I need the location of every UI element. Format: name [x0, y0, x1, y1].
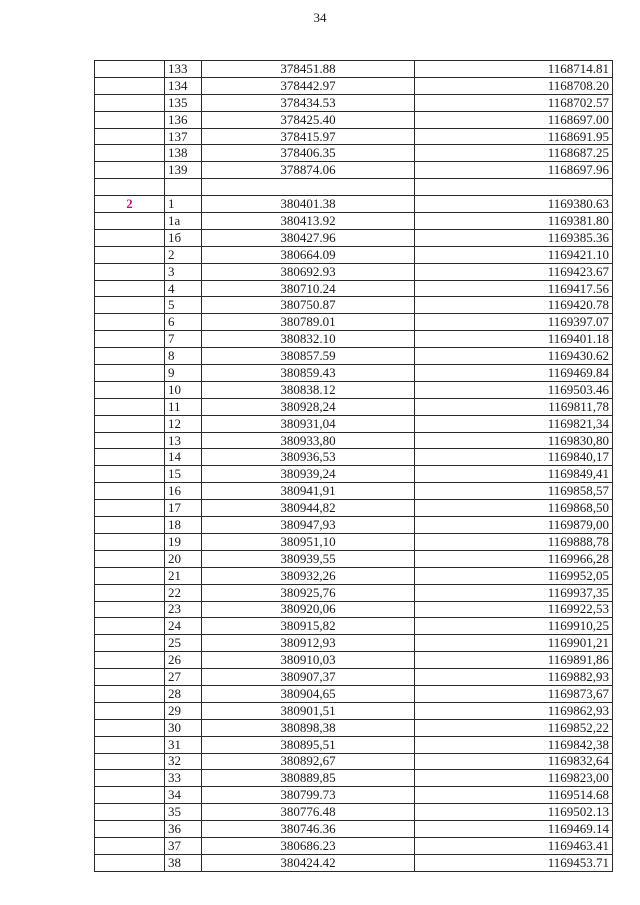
point-number-cell: 27 — [165, 669, 202, 686]
x-coordinate-cell: 380859.43 — [202, 365, 415, 382]
y-coordinate-cell: 1168697.96 — [415, 162, 613, 179]
point-number-cell: 28 — [165, 685, 202, 702]
x-coordinate-cell: 380947,93 — [202, 517, 415, 534]
section-cell — [95, 837, 165, 854]
point-number-cell: 2 — [165, 246, 202, 263]
section-cell — [95, 685, 165, 702]
x-coordinate-cell: 378415.97 — [202, 128, 415, 145]
y-coordinate-cell: 1169514.68 — [415, 787, 613, 804]
table-row — [95, 263, 613, 280]
x-coordinate-cell: 380951,10 — [202, 533, 415, 550]
y-coordinate-cell: 1169910,25 — [415, 618, 613, 635]
x-coordinate-cell: 380910,03 — [202, 652, 415, 669]
table-row — [95, 398, 613, 415]
point-number-cell: 38 — [165, 854, 202, 871]
y-coordinate-cell: 1169420.78 — [415, 297, 613, 314]
section-cell — [95, 804, 165, 821]
x-coordinate-cell: 380904,65 — [202, 685, 415, 702]
x-coordinate-cell: 380424.42 — [202, 854, 415, 871]
table-row — [95, 94, 613, 111]
section-cell — [95, 331, 165, 348]
table-row — [95, 111, 613, 128]
section-cell — [95, 280, 165, 297]
x-coordinate-cell: 378406.35 — [202, 145, 415, 162]
x-coordinate-cell: 378874.06 — [202, 162, 415, 179]
point-number-cell: 137 — [165, 128, 202, 145]
table-row — [95, 635, 613, 652]
section-cell — [95, 770, 165, 787]
point-number-cell: 18 — [165, 517, 202, 534]
y-coordinate-cell: 1169469.84 — [415, 365, 613, 382]
section-cell — [95, 94, 165, 111]
y-coordinate-cell: 1169901,21 — [415, 635, 613, 652]
point-number-cell: 35 — [165, 804, 202, 821]
table-row — [95, 787, 613, 804]
table-row — [95, 162, 613, 179]
point-number-cell: 14 — [165, 449, 202, 466]
table-row — [95, 280, 613, 297]
x-coordinate-cell: 380936,53 — [202, 449, 415, 466]
section-cell — [95, 533, 165, 550]
y-coordinate-cell: 1169888,78 — [415, 533, 613, 550]
point-number-cell: 15 — [165, 466, 202, 483]
section-cell — [95, 213, 165, 230]
x-coordinate-cell: 380941,91 — [202, 483, 415, 500]
section-cell — [95, 736, 165, 753]
coordinates-table — [94, 60, 613, 872]
section-cell — [95, 854, 165, 871]
x-coordinate-cell: 380401.38 — [202, 196, 415, 213]
y-coordinate-cell: 1169453.71 — [415, 854, 613, 871]
y-coordinate-cell: 1169421.10 — [415, 246, 613, 263]
y-coordinate-cell: 1169852,22 — [415, 719, 613, 736]
y-coordinate-cell: 1169417.56 — [415, 280, 613, 297]
y-coordinate-cell: 1169823,00 — [415, 770, 613, 787]
section-cell — [95, 246, 165, 263]
x-coordinate-cell: 380692.93 — [202, 263, 415, 280]
table-row — [95, 804, 613, 821]
x-coordinate-cell: 380710.24 — [202, 280, 415, 297]
table-row — [95, 685, 613, 702]
point-number-cell: 11 — [165, 398, 202, 415]
x-coordinate-cell: 380932,26 — [202, 567, 415, 584]
table-row — [95, 533, 613, 550]
table-row — [95, 297, 613, 314]
x-coordinate-cell: 380789.01 — [202, 314, 415, 331]
y-coordinate-cell: 1169401.18 — [415, 331, 613, 348]
x-coordinate-cell: 380895,51 — [202, 736, 415, 753]
y-coordinate-cell: 1169862,93 — [415, 702, 613, 719]
section-cell — [95, 398, 165, 415]
section-cell — [95, 635, 165, 652]
y-coordinate-cell: 1169463.41 — [415, 837, 613, 854]
section-cell — [95, 567, 165, 584]
y-coordinate-cell: 1169830,80 — [415, 432, 613, 449]
table-row — [95, 449, 613, 466]
x-coordinate-cell: 378434.53 — [202, 94, 415, 111]
section-cell — [95, 821, 165, 838]
y-coordinate-cell: 1168697.00 — [415, 111, 613, 128]
table-row — [95, 719, 613, 736]
table-row — [95, 432, 613, 449]
table-row — [95, 770, 613, 787]
section-cell — [95, 719, 165, 736]
page-number: 34 — [313, 10, 327, 25]
section-cell: 2 — [95, 196, 165, 213]
x-coordinate-cell: 380944,82 — [202, 500, 415, 517]
table-row — [95, 61, 613, 78]
section-cell — [95, 702, 165, 719]
x-coordinate-cell: 380889,85 — [202, 770, 415, 787]
point-number-cell: 36 — [165, 821, 202, 838]
y-coordinate-cell: 1169385.36 — [415, 229, 613, 246]
point-number-cell: 20 — [165, 550, 202, 567]
table-row — [95, 365, 613, 382]
table-row — [95, 213, 613, 230]
x-coordinate-cell: 380939,24 — [202, 466, 415, 483]
x-coordinate-cell: 380939,55 — [202, 550, 415, 567]
y-coordinate-cell: 1168708.20 — [415, 77, 613, 94]
point-number-cell: 134 — [165, 77, 202, 94]
point-number-cell: 135 — [165, 94, 202, 111]
coordinates-table-body — [95, 61, 613, 872]
section-cell — [95, 517, 165, 534]
section-cell — [95, 77, 165, 94]
point-number-cell: 16 — [165, 483, 202, 500]
table-row — [95, 128, 613, 145]
x-coordinate-cell: 380857.59 — [202, 348, 415, 365]
table-row — [95, 179, 613, 196]
point-number-cell — [165, 179, 202, 196]
x-coordinate-cell: 380776.48 — [202, 804, 415, 821]
table-row — [95, 466, 613, 483]
x-coordinate-cell — [202, 179, 415, 196]
y-coordinate-cell: 1169922,53 — [415, 601, 613, 618]
point-number-cell: 31 — [165, 736, 202, 753]
point-number-cell: 3 — [165, 263, 202, 280]
x-coordinate-cell: 380799.73 — [202, 787, 415, 804]
table-row — [95, 381, 613, 398]
section-cell — [95, 432, 165, 449]
section-cell — [95, 111, 165, 128]
table-row — [95, 145, 613, 162]
point-number-cell: 12 — [165, 415, 202, 432]
point-number-cell: 10 — [165, 381, 202, 398]
section-cell — [95, 669, 165, 686]
point-number-cell: 136 — [165, 111, 202, 128]
y-coordinate-cell: 1169840,17 — [415, 449, 613, 466]
y-coordinate-cell: 1169879,00 — [415, 517, 613, 534]
section-cell — [95, 753, 165, 770]
x-coordinate-cell: 380933,80 — [202, 432, 415, 449]
section-cell — [95, 179, 165, 196]
point-number-cell: 22 — [165, 584, 202, 601]
y-coordinate-cell: 1168687.25 — [415, 145, 613, 162]
point-number-cell: 139 — [165, 162, 202, 179]
x-coordinate-cell: 380664.09 — [202, 246, 415, 263]
y-coordinate-cell: 1168714.81 — [415, 61, 613, 78]
point-number-cell: 1б — [165, 229, 202, 246]
point-number-cell: 6 — [165, 314, 202, 331]
y-coordinate-cell: 1169430.62 — [415, 348, 613, 365]
table-row — [95, 837, 613, 854]
x-coordinate-cell: 380928,24 — [202, 398, 415, 415]
y-coordinate-cell: 1169882,93 — [415, 669, 613, 686]
section-cell — [95, 128, 165, 145]
table-row — [95, 584, 613, 601]
y-coordinate-cell: 1169868,50 — [415, 500, 613, 517]
section-cell — [95, 466, 165, 483]
point-number-cell: 5 — [165, 297, 202, 314]
point-number-cell: 1a — [165, 213, 202, 230]
section-cell — [95, 348, 165, 365]
point-number-cell: 133 — [165, 61, 202, 78]
y-coordinate-cell: 1168702.57 — [415, 94, 613, 111]
table-row — [95, 652, 613, 669]
table-row — [95, 331, 613, 348]
table-row — [95, 702, 613, 719]
y-coordinate-cell: 1169821,34 — [415, 415, 613, 432]
y-coordinate-cell: 1169937,35 — [415, 584, 613, 601]
section-cell — [95, 584, 165, 601]
table-row — [95, 229, 613, 246]
x-coordinate-cell: 380912,93 — [202, 635, 415, 652]
x-coordinate-cell: 380427.96 — [202, 229, 415, 246]
x-coordinate-cell: 380915,82 — [202, 618, 415, 635]
y-coordinate-cell: 1169397.07 — [415, 314, 613, 331]
table-row — [95, 753, 613, 770]
x-coordinate-cell: 378442.97 — [202, 77, 415, 94]
table-row — [95, 736, 613, 753]
section-cell — [95, 145, 165, 162]
point-number-cell: 25 — [165, 635, 202, 652]
table-row — [95, 348, 613, 365]
y-coordinate-cell: 1169423.67 — [415, 263, 613, 280]
y-coordinate-cell: 1168691.95 — [415, 128, 613, 145]
x-coordinate-cell: 380686.23 — [202, 837, 415, 854]
section-cell — [95, 162, 165, 179]
section-cell — [95, 61, 165, 78]
y-coordinate-cell: 1169849,41 — [415, 466, 613, 483]
y-coordinate-cell: 1169891,86 — [415, 652, 613, 669]
table-row — [95, 567, 613, 584]
table-row — [95, 77, 613, 94]
table-row — [95, 483, 613, 500]
section-cell — [95, 652, 165, 669]
section-cell — [95, 601, 165, 618]
y-coordinate-cell: 1169469.14 — [415, 821, 613, 838]
x-coordinate-cell: 380907,37 — [202, 669, 415, 686]
point-number-cell: 37 — [165, 837, 202, 854]
table-row — [95, 550, 613, 567]
point-number-cell: 4 — [165, 280, 202, 297]
y-coordinate-cell: 1169873,67 — [415, 685, 613, 702]
x-coordinate-cell: 380413.92 — [202, 213, 415, 230]
x-coordinate-cell: 378451.88 — [202, 61, 415, 78]
section-cell — [95, 449, 165, 466]
point-number-cell: 29 — [165, 702, 202, 719]
section-cell — [95, 500, 165, 517]
table-row — [95, 854, 613, 871]
table-row — [95, 196, 613, 213]
x-coordinate-cell: 380920,06 — [202, 601, 415, 618]
y-coordinate-cell: 1169503.46 — [415, 381, 613, 398]
point-number-cell: 32 — [165, 753, 202, 770]
y-coordinate-cell — [415, 179, 613, 196]
section-cell — [95, 787, 165, 804]
x-coordinate-cell: 380746.36 — [202, 821, 415, 838]
x-coordinate-cell: 380931,04 — [202, 415, 415, 432]
x-coordinate-cell: 380925,76 — [202, 584, 415, 601]
y-coordinate-cell: 1169381.80 — [415, 213, 613, 230]
x-coordinate-cell: 380901,51 — [202, 702, 415, 719]
section-cell — [95, 365, 165, 382]
x-coordinate-cell: 380898,38 — [202, 719, 415, 736]
point-number-cell: 17 — [165, 500, 202, 517]
table-row — [95, 246, 613, 263]
point-number-cell: 21 — [165, 567, 202, 584]
section-cell — [95, 297, 165, 314]
table-row — [95, 669, 613, 686]
section-cell — [95, 314, 165, 331]
table-row — [95, 821, 613, 838]
point-number-cell: 138 — [165, 145, 202, 162]
point-number-cell: 19 — [165, 533, 202, 550]
x-coordinate-cell: 378425.40 — [202, 111, 415, 128]
point-number-cell: 1 — [165, 196, 202, 213]
table-row — [95, 517, 613, 534]
table-row — [95, 314, 613, 331]
x-coordinate-cell: 380892,67 — [202, 753, 415, 770]
y-coordinate-cell: 1169842,38 — [415, 736, 613, 753]
point-number-cell: 7 — [165, 331, 202, 348]
y-coordinate-cell: 1169952,05 — [415, 567, 613, 584]
point-number-cell: 9 — [165, 365, 202, 382]
point-number-cell: 24 — [165, 618, 202, 635]
point-number-cell: 8 — [165, 348, 202, 365]
point-number-cell: 30 — [165, 719, 202, 736]
y-coordinate-cell: 1169966,28 — [415, 550, 613, 567]
section-cell — [95, 550, 165, 567]
section-cell — [95, 229, 165, 246]
point-number-cell: 34 — [165, 787, 202, 804]
y-coordinate-cell: 1169380.63 — [415, 196, 613, 213]
y-coordinate-cell: 1169502.13 — [415, 804, 613, 821]
section-cell — [95, 618, 165, 635]
x-coordinate-cell: 380750.87 — [202, 297, 415, 314]
y-coordinate-cell: 1169858,57 — [415, 483, 613, 500]
point-number-cell: 33 — [165, 770, 202, 787]
section-cell — [95, 381, 165, 398]
x-coordinate-cell: 380838.12 — [202, 381, 415, 398]
section-cell — [95, 415, 165, 432]
table-row — [95, 618, 613, 635]
point-number-cell: 13 — [165, 432, 202, 449]
y-coordinate-cell: 1169811,78 — [415, 398, 613, 415]
x-coordinate-cell: 380832.10 — [202, 331, 415, 348]
table-row — [95, 601, 613, 618]
point-number-cell: 23 — [165, 601, 202, 618]
section-cell — [95, 263, 165, 280]
point-number-cell: 26 — [165, 652, 202, 669]
y-coordinate-cell: 1169832,64 — [415, 753, 613, 770]
table-row — [95, 415, 613, 432]
section-cell — [95, 483, 165, 500]
table-row — [95, 500, 613, 517]
